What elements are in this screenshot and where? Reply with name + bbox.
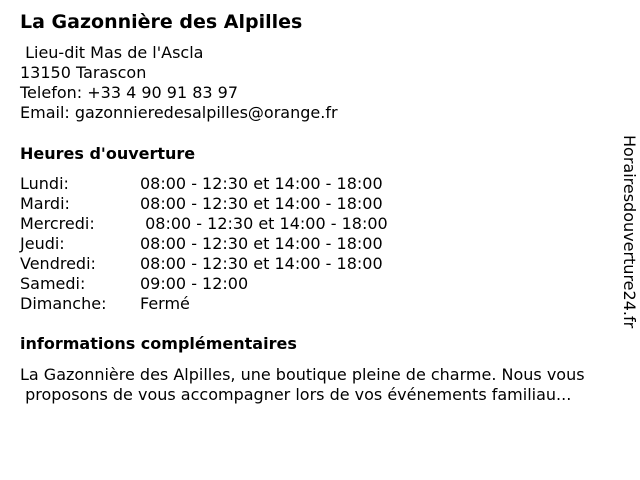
- hours-row-tuesday: [20, 194, 440, 214]
- hours-day: Mardi:: [20, 194, 70, 213]
- site-credit: [620, 135, 640, 345]
- hours-day: Jeudi:: [20, 234, 65, 253]
- hours-day: Dimanche:: [20, 294, 107, 313]
- hours-time: 09:00 - 12:00: [140, 274, 249, 293]
- email-address: Email: gazonnieredesalpilles@orange.fr: [20, 103, 338, 122]
- hours-time: 08:00 - 12:30 et 14:00 - 18:00: [140, 254, 383, 273]
- hours-heading: Heures d'ouverture: [20, 144, 196, 163]
- contact-block: [20, 43, 338, 123]
- info-heading: informations complémentaires: [20, 334, 297, 353]
- hours-day: Mercredi:: [20, 214, 95, 233]
- hours-day: Samedi:: [20, 274, 86, 293]
- business-name: La Gazonnière des Alpilles: [20, 11, 303, 33]
- hours-day: Lundi:: [20, 174, 69, 193]
- hours-time: 08:00 - 12:30 et 14:00 - 18:00: [140, 174, 383, 193]
- hours-row-wednesday: [20, 214, 440, 234]
- hours-time: Fermé: [140, 294, 190, 313]
- hours-row-thursday: [20, 234, 440, 254]
- hours-row-saturday: [20, 274, 440, 294]
- hours-row-sunday: [20, 294, 440, 314]
- hours-day: Vendredi:: [20, 254, 96, 273]
- hours-time: 08:00 - 12:30 et 14:00 - 18:00: [140, 194, 383, 213]
- hours-table: [20, 174, 440, 314]
- description-line: proposons de vous accompagner lors de vos événements familiau...: [20, 385, 572, 404]
- address-city: 13150 Tarascon: [20, 63, 147, 82]
- description-line: La Gazonnière des Alpilles, une boutique pleine de charme. Nous vous: [20, 365, 585, 384]
- phone-number: Telefon: +33 4 90 91 83 97: [20, 83, 239, 102]
- hours-time: 08:00 - 12:30 et 14:00 - 18:00: [140, 234, 383, 253]
- address-street: Lieu-dit Mas de l'Ascla: [20, 43, 204, 62]
- business-description: [20, 365, 635, 405]
- hours-time: 08:00 - 12:30 et 14:00 - 18:00: [140, 214, 388, 233]
- site-credit-text: Horairesdouverture24.fr: [620, 135, 639, 329]
- hours-row-friday: [20, 254, 440, 274]
- hours-row-monday: [20, 174, 440, 194]
